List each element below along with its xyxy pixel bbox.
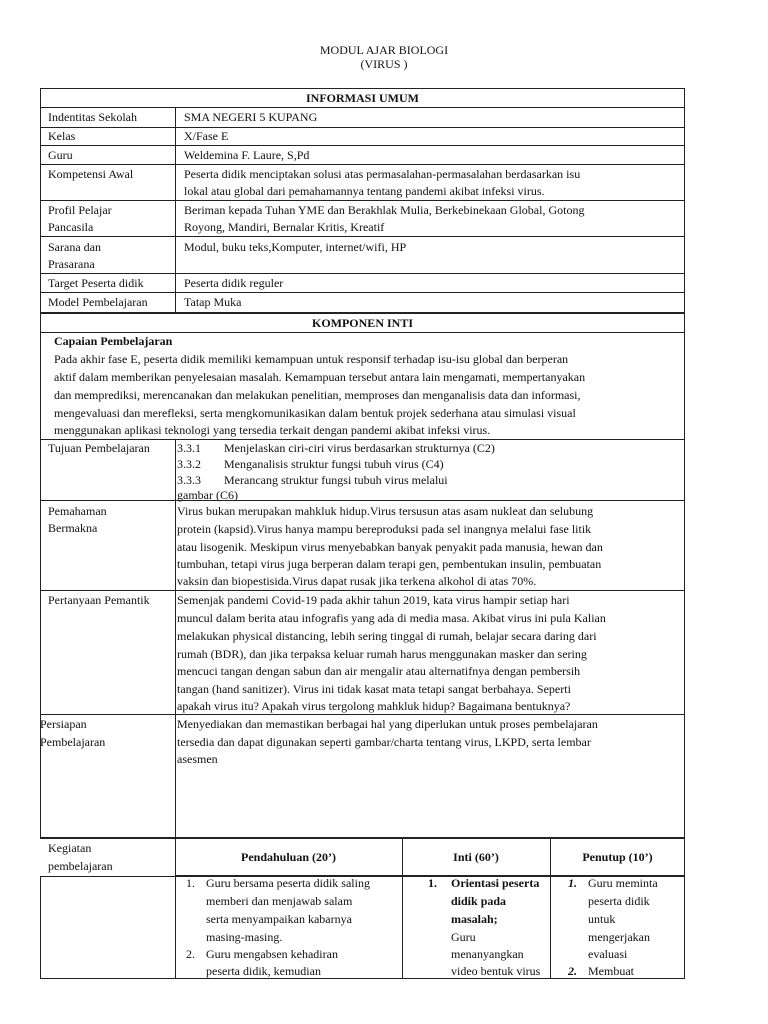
komponen-inti-heading: KOMPONEN INTI xyxy=(311,316,413,330)
pertanyaan-line-4: rumah (BDR), dan jika terpaksa keluar rumah harus menggunakan masker dan sering xyxy=(177,647,587,661)
row-value-profil-2: Royong, Mandiri, Bernalar Kritis, Kreatif xyxy=(184,220,385,234)
capaian-line-5: menggunakan aplikasi teknologi yang tersedia terkait dengan pandemi akibat infeksi virus. xyxy=(54,423,491,437)
capaian-line-4: mengevaluasi dan merefleksi, serta mengkomunikasikan dalam bentuk projek sederhana atau simulasi visual xyxy=(54,406,576,420)
inti-line-1: Guru xyxy=(451,930,476,944)
pendahuluan-2-line-2: peserta didik, kemudian xyxy=(206,964,321,978)
row-value-model: Tatap Muka xyxy=(184,295,242,309)
pemahaman-line-5: vaksin dan biopestisida.Virus dapat rusak jika terkena alkohol di atas 70%. xyxy=(177,574,537,588)
pemahaman-line-2: protein (kapsid).Virus hanya mampu bereproduksi pada sel inangnya melalui fase litik xyxy=(177,522,592,536)
penutup-1-line-5: evaluasi xyxy=(588,947,628,961)
pendahuluan-1-line-3: serta menyampaikan kabarnya xyxy=(206,912,352,926)
row-label-guru: Guru xyxy=(48,148,73,162)
pendahuluan-1-line-2: memberi dan menjawab salam xyxy=(206,894,353,908)
pertanyaan-line-1: Semenjak pandemi Covid-19 pada akhir tahun 2019, kata virus hampir setiap hari xyxy=(177,593,570,607)
penutup-1-line-1: Guru meminta xyxy=(588,876,658,890)
penutup-num-2: 2. xyxy=(568,964,577,978)
tujuan-text-2: Menganalisis struktur fungsi tubuh virus (C4) xyxy=(224,457,444,471)
row-label-profil-2: Pancasila xyxy=(48,220,94,234)
tujuan-text-1: Menjelaskan ciri-ciri virus berdasarkan strukturnya (C2) xyxy=(224,441,495,455)
capaian-title: Capaian Pembelajaran xyxy=(54,334,173,348)
penutup-num-1: 1. xyxy=(568,876,577,890)
pemahaman-label-2: Bermakna xyxy=(48,521,98,535)
row-label-model: Model Pembelajaran xyxy=(48,295,148,309)
kegiatan-label-1: Kegiatan xyxy=(48,841,92,855)
penutup-2-line-1: Membuat xyxy=(588,964,634,978)
pemahaman-line-1: Virus bukan merupakan mahkluk hidup.Virus tersusun atas asam nukleat dan selubung xyxy=(177,504,594,518)
document-subtitle: (VIRUS ) xyxy=(360,57,408,71)
row-value-identitas: SMA NEGERI 5 KUPANG xyxy=(184,110,318,124)
tujuan-tail: gambar (C6) xyxy=(177,488,238,502)
row-value-target: Peserta didik reguler xyxy=(184,276,284,290)
inti-bold-line-1: Orientasi peserta xyxy=(451,876,540,890)
kegiatan-label-2: pembelajaran xyxy=(48,859,113,873)
pertanyaan-label: Pertanyaan Pemantik xyxy=(48,593,150,607)
pendahuluan-2-line-1: Guru mengabsen kehadiran xyxy=(206,947,338,961)
row-value-kelas: X/Fase E xyxy=(184,129,229,143)
row-value-guru: Weldemina F. Laure, S,Pd xyxy=(184,148,310,162)
row-label-sarana-2: Prasarana xyxy=(48,257,95,271)
pertanyaan-line-6: tangan (hand sanitizer). Virus ini tidak kasat mata tetapi sangat berbahaya. Seperti xyxy=(177,682,571,696)
row-value-profil-1: Beriman kepada Tuhan YME dan Berakhlak Mulia, Berkebinekaan Global, Gotong xyxy=(184,203,585,217)
capaian-line-3: dan memprediksi, merencanakan dan melakukan penelitian, memproses dan menganalisis data dan informasi, xyxy=(54,388,581,402)
penutup-1-line-4: mengerjakan xyxy=(588,930,650,944)
tujuan-num-1: 3.3.1 xyxy=(177,441,201,455)
pendahuluan-1-line-4: masing-masing. xyxy=(206,930,283,944)
pertanyaan-line-3: melakukan physical distancing, lebih sering tinggal di rumah, belajar secara daring dari xyxy=(177,629,597,643)
row-value-sarana: Modul, buku teks,Komputer, internet/wifi, HP xyxy=(184,240,407,254)
document-title: MODUL AJAR BIOLOGI xyxy=(319,43,449,57)
tujuan-num-3: 3.3.3 xyxy=(177,473,201,487)
inti-bold-line-2: didik pada xyxy=(451,894,507,908)
inti-num-1: 1. xyxy=(428,876,437,890)
persiapan-label-2: Pembelajaran xyxy=(40,735,106,749)
pemahaman-line-4: tumbuhan, tetapi virus juga berperan dalam terapi gen, pembentukan insulin, pembuatan xyxy=(177,557,602,571)
penutup-1-line-2: peserta didik xyxy=(588,894,650,908)
row-label-target: Target Peserta didik xyxy=(48,276,144,290)
row-value-kompetensi-1: Peserta didik menciptakan solusi atas permasalahan-permasalahan berdasarkan isu xyxy=(184,167,581,181)
tujuan-text-3: Merancang struktur fungsi tubuh virus melalui xyxy=(224,473,448,487)
pertanyaan-line-2: muncul dalam berita atau infografis yang ada di media masa. Akibat virus ini pula Kalian xyxy=(177,611,606,625)
tujuan-label: Tujuan Pembelajaran xyxy=(48,441,150,455)
pertanyaan-line-7: apakah virus itu? Apakah virus tergolong mahkluk hidup? Bagaimana bentuknya? xyxy=(177,699,571,713)
row-label-profil-1: Profil Pelajar xyxy=(48,203,112,217)
pertanyaan-line-5: mencuci tangan dengan sabun dan air mengalir atau alternatifnya dengan pembersih xyxy=(177,664,581,678)
persiapan-line-2: tersedia dan dapat digunakan seperti gambar/charta tentang virus, LKPD, serta lembar xyxy=(177,735,591,749)
tujuan-num-2: 3.3.2 xyxy=(177,457,201,471)
pendahuluan-num-2: 2. xyxy=(186,947,195,961)
inti-line-2: menanyangkan xyxy=(451,947,524,961)
pendahuluan-1-line-1: Guru bersama peserta didik saling xyxy=(206,876,370,890)
pemahaman-line-3: atau lisogenik. Meskipun virus menyebabkan banyak penyakit pada manusia, hewan dan xyxy=(177,540,603,554)
persiapan-line-1: Menyediakan dan memastikan berbagai hal yang diperlukan untuk proses pembelajaran xyxy=(177,717,598,731)
inti-bold-line-3: masalah; xyxy=(451,912,498,926)
inti-line-3: video bentuk virus xyxy=(451,964,541,978)
row-label-kelas: Kelas xyxy=(48,129,76,143)
persiapan-label-1: Persiapan xyxy=(40,717,87,731)
row-label-sarana-1: Sarana dan xyxy=(48,240,101,254)
capaian-line-1: Pada akhir fase E, peserta didik memiliki kemampuan untuk responsif terhadap isu-isu global dan berperan xyxy=(54,352,569,366)
persiapan-line-3: asesmen xyxy=(177,752,218,766)
capaian-line-2: aktif dalam memberikan penyelesaian masalah. Kemampuan tersebut antara lain mengamati, mempertanyakan xyxy=(54,370,586,384)
row-value-kompetensi-2: lokal atau global dari pemahamannya tentang pandemi akibat infeksi virus. xyxy=(184,184,545,198)
row-label-identitas: Indentitas Sekolah xyxy=(48,110,137,124)
pemahaman-label-1: Pemahaman xyxy=(48,504,107,518)
pendahuluan-num-1: 1. xyxy=(186,876,195,890)
info-umum-heading: INFORMASI UMUM xyxy=(306,91,419,105)
kegiatan-col-penutup: Penutup (10’) xyxy=(582,850,653,864)
kegiatan-col-inti: Inti (60’) xyxy=(453,850,499,864)
kegiatan-col-pendahuluan: Pendahuluan (20’) xyxy=(240,850,337,864)
row-label-kompetensi: Kompetensi Awal xyxy=(48,167,134,181)
penutup-1-line-3: untuk xyxy=(588,912,616,926)
